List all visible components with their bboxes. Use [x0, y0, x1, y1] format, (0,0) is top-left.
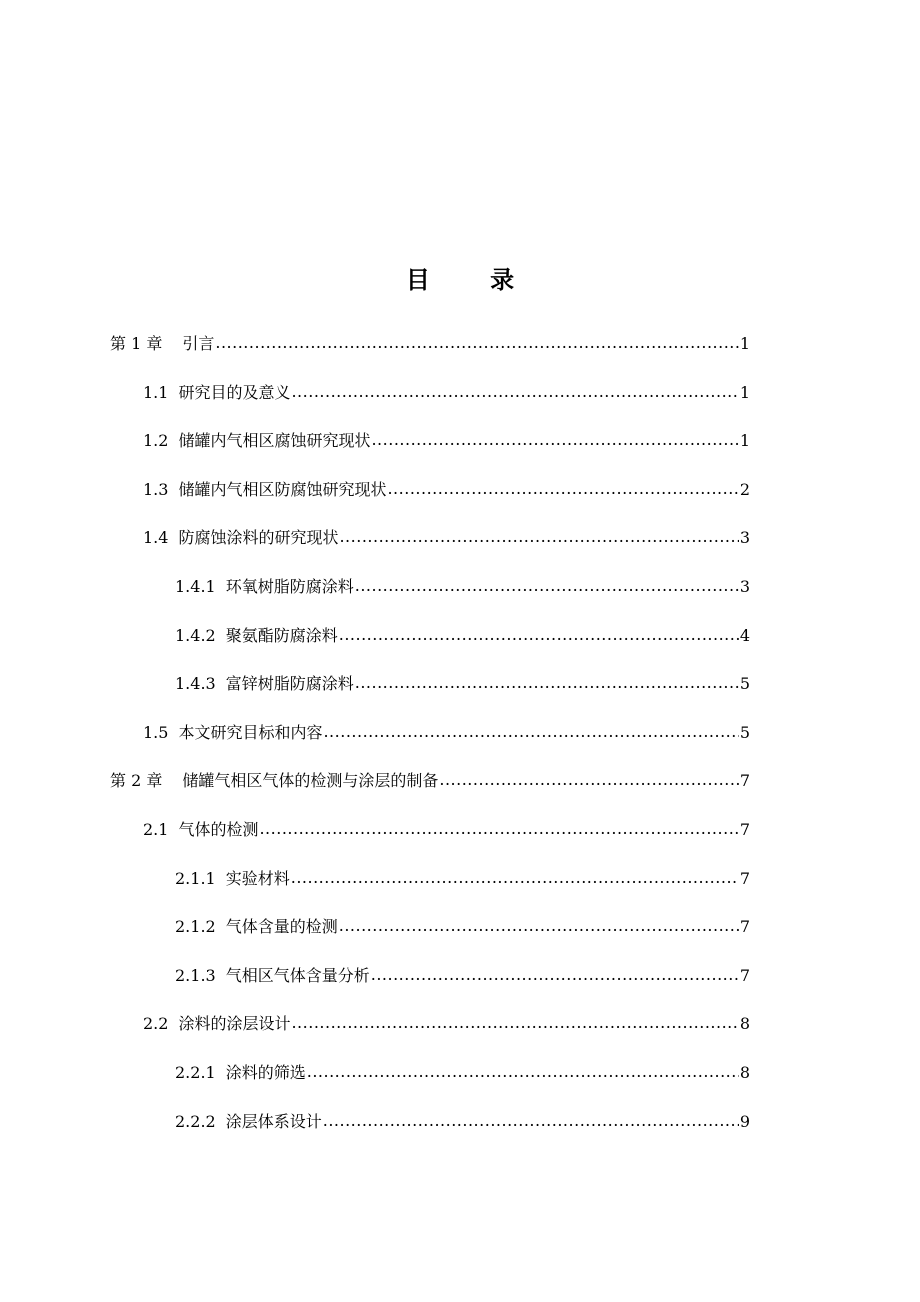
toc-entry[interactable] [175, 849, 750, 889]
toc-entry[interactable] [175, 897, 750, 937]
toc-entry[interactable] [110, 751, 750, 791]
toc-entry-title: 环氧树脂防腐涂料 [225, 577, 354, 596]
toc-entry[interactable] [143, 800, 750, 840]
toc-entry[interactable] [143, 994, 750, 1034]
toc-dot-leader [291, 382, 738, 402]
toc-dot-leader [215, 333, 738, 353]
toc-entry-number: 第 2 章 [110, 771, 163, 791]
toc-entry-page: 2 [739, 479, 750, 499]
toc-entry-page: 7 [739, 820, 750, 839]
toc-entry-page: 8 [739, 1014, 750, 1034]
toc-entry[interactable] [175, 654, 750, 694]
toc-entry-title: 气体含量的检测 [225, 917, 338, 937]
toc-entry-title: 储罐内气相区防腐蚀研究现状 [178, 479, 387, 499]
toc-entry-page: 7 [739, 965, 750, 985]
toc-entry-title: 涂料的筛选 [225, 1063, 306, 1082]
toc-entry-title: 涂层体系设计 [225, 1111, 322, 1131]
toc-entry-page: 4 [739, 625, 750, 645]
toc-entry[interactable] [110, 314, 750, 354]
toc-entry-title: 研究目的及意义 [178, 382, 291, 402]
toc-entry-number: 2.2.1 [175, 1063, 216, 1082]
toc-entry-number: 1.2 [143, 431, 169, 451]
toc-entry-page: 3 [739, 577, 750, 596]
toc-dot-leader [323, 1111, 739, 1131]
toc-entry-title: 引言 [182, 334, 215, 353]
toc-entry-number: 1.3 [143, 479, 169, 499]
toc-dot-leader [355, 673, 739, 693]
toc-entry[interactable] [175, 557, 750, 597]
toc-entry-page: 9 [739, 1111, 750, 1131]
toc-dot-leader [371, 430, 738, 450]
toc-entry[interactable] [175, 946, 750, 986]
toc-title: 目 录 [405, 265, 541, 294]
toc-dot-leader [387, 479, 738, 499]
toc-entry[interactable] [143, 363, 750, 403]
toc-entry-page: 5 [739, 674, 750, 694]
toc-entry-page: 1 [739, 334, 750, 353]
toc-entry-title: 防腐蚀涂料的研究现状 [178, 528, 339, 548]
toc-entry-number: 1.4.1 [175, 577, 216, 596]
toc-entry-title: 储罐内气相区腐蚀研究现状 [178, 431, 371, 451]
toc-entry-number: 2.1.2 [175, 917, 216, 937]
toc-entry-number: 第 1 章 [110, 334, 163, 353]
toc-entry[interactable] [175, 1043, 750, 1083]
toc-entry-title: 气相区气体含量分析 [225, 965, 370, 985]
toc-dot-leader [339, 916, 739, 936]
toc-entry-page: 7 [739, 771, 750, 791]
toc-entry-number: 1.4.3 [175, 674, 216, 694]
toc-dot-leader [339, 527, 738, 547]
toc-entry-number: 2.1 [143, 820, 169, 839]
toc-entry-title: 本文研究目标和内容 [178, 722, 323, 742]
toc-entry[interactable] [143, 460, 750, 500]
toc-entry-title: 实验材料 [225, 868, 290, 888]
toc-entry[interactable] [143, 411, 750, 451]
toc-entry-number: 2.1.3 [175, 965, 216, 985]
toc-entry-page: 7 [739, 917, 750, 937]
toc-entry[interactable] [175, 1092, 750, 1132]
toc-entry-title: 涂料的涂层设计 [178, 1014, 291, 1034]
toc-dot-leader [259, 819, 738, 839]
toc-entry[interactable] [175, 606, 750, 646]
toc-entry-page: 5 [739, 722, 750, 742]
toc-entry-title: 富锌树脂防腐涂料 [225, 674, 354, 694]
toc-entry-page: 1 [739, 431, 750, 451]
toc-entry-title: 气体的检测 [178, 820, 259, 839]
toc-entry-page: 8 [739, 1063, 750, 1082]
toc-dot-leader [355, 576, 739, 596]
toc-entry-number: 1.4.2 [175, 625, 216, 645]
toc-dot-leader [291, 868, 739, 888]
toc-entry-number: 1.1 [143, 382, 169, 402]
toc-entry-number: 1.5 [143, 722, 169, 742]
toc-dot-leader [439, 770, 738, 790]
toc-dot-leader [339, 625, 739, 645]
toc-entry-page: 7 [739, 868, 750, 888]
toc-entry-number: 2.1.1 [175, 868, 216, 888]
toc-entry-title: 储罐气相区气体的检测与涂层的制备 [182, 771, 439, 791]
toc-entry[interactable] [143, 508, 750, 548]
toc-entry-title: 聚氨酯防腐涂料 [225, 625, 338, 645]
toc-entry-page: 3 [739, 528, 750, 548]
toc-entry-number: 2.2.2 [175, 1111, 216, 1131]
toc-dot-leader [323, 722, 738, 742]
toc-dot-leader [371, 965, 739, 985]
toc-entry-number: 1.4 [143, 528, 169, 548]
toc-entry-number: 2.2 [143, 1014, 169, 1034]
toc-entry-page: 1 [739, 382, 750, 402]
toc-dot-leader [307, 1062, 739, 1082]
toc-entry[interactable] [143, 703, 750, 743]
toc-dot-leader [291, 1013, 738, 1033]
